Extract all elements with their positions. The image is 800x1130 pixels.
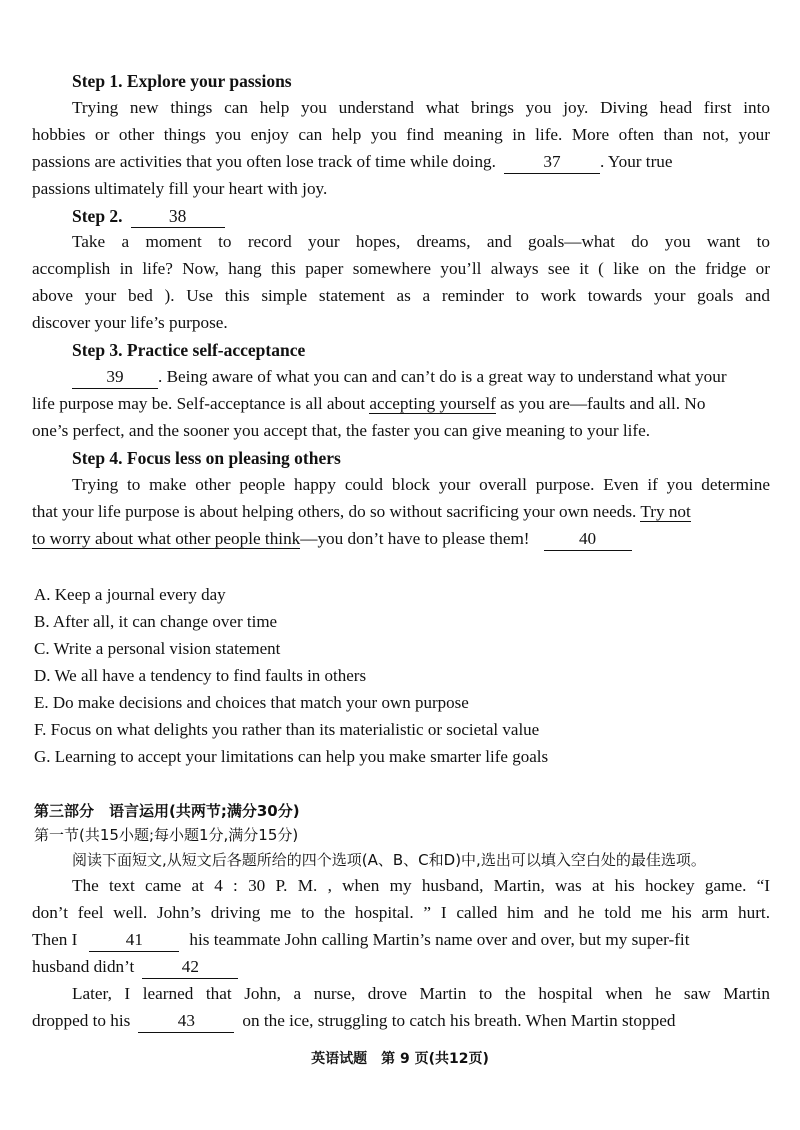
step-1-line-4: passions ultimately fill your heart with joy. bbox=[32, 179, 328, 198]
underlined-phrase-try-not: Try not bbox=[640, 502, 691, 521]
step-2-line-4: discover your life’s purpose. bbox=[32, 313, 228, 332]
passage-line-4 bbox=[32, 954, 770, 980]
blank-38: 38 bbox=[131, 206, 225, 228]
step-3-line-2-end: as you are—faults and all. No bbox=[500, 394, 706, 413]
blank-43: 43 bbox=[138, 1011, 234, 1033]
blank-42: 42 bbox=[142, 957, 238, 979]
blank-37: 37 bbox=[504, 152, 600, 174]
step-1-line-3 bbox=[32, 149, 770, 175]
step-3-line-1-text: . Being aware of what you can and can’t do is a great way to understand what your bbox=[158, 367, 727, 386]
step-3-line-2-text: life purpose may be. Self-acceptance is all about bbox=[32, 394, 366, 413]
passage-line-3-end: his teammate John calling Martin’s name over and over, but my super-fit bbox=[189, 930, 690, 949]
step-2-title: Step 2. bbox=[72, 206, 123, 226]
step-1-heading: Step 1. Explore your passions bbox=[72, 71, 292, 91]
passage-line-3-start: Then I bbox=[32, 930, 78, 949]
step-3-line-1 bbox=[72, 364, 770, 390]
step-4-line-2-text: that your life purpose is about helping others, do so without sacrificing your own needs. bbox=[32, 502, 637, 521]
option-c: C. Write a personal vision statement bbox=[34, 639, 281, 658]
option-a: A. Keep a journal every day bbox=[34, 585, 226, 604]
passage-line-5: Later, I learned that John, a nurse, drove Martin to the hospital when he saw Martin bbox=[72, 984, 770, 1003]
section-1-heading: 第一节(共15小题;每小题1分,满分15分) bbox=[34, 826, 299, 844]
step-2-line-1: Take a moment to record your hopes, dreams, and goals—what do you want to bbox=[72, 232, 770, 251]
underlined-phrase-worry: to worry about what other people think bbox=[32, 529, 301, 548]
section-1-instruction: 阅读下面短文,从短文后各题所给的四个选项(A、B、C和D)中,选出可以填入空白处的最佳选项。 bbox=[72, 851, 706, 869]
step-2-line-2: accomplish in life? Now, hang this paper somewhere you’ll always see it ( like on the fridge or bbox=[32, 259, 770, 278]
option-g: G. Learning to accept your limitations can help you make smarter life goals bbox=[34, 747, 549, 766]
option-f: F. Focus on what delights you rather than its materialistic or societal value bbox=[34, 720, 540, 739]
passage-line-6-start: dropped to his bbox=[32, 1011, 131, 1030]
underlined-phrase-accepting-yourself: accepting yourself bbox=[369, 394, 496, 413]
step-2-line-3: above your bed ). Use this simple statement as a reminder to work towards your goals and bbox=[32, 286, 770, 305]
step-4-line-1: Trying to make other people happy could block your overall purpose. Even if you determine bbox=[72, 475, 770, 494]
option-b: B. After all, it can change over time bbox=[34, 612, 278, 631]
step-1-line-1: Trying new things can help you understand what brings you joy. Diving head first into bbox=[72, 98, 770, 117]
option-e: E. Do make decisions and choices that match your own purpose bbox=[34, 693, 469, 712]
passage-line-1: The text came at 4 : 30 P. M. , when my husband, Martin, was at his hockey game. “I bbox=[72, 876, 770, 895]
passage-line-4-text: husband didn’t bbox=[32, 957, 135, 976]
step-1-line-3-end: . Your true bbox=[599, 152, 673, 171]
step-4-line-3 bbox=[32, 526, 770, 552]
step-3-line-3: one’s perfect, and the sooner you accept that, the faster you can give meaning to your life. bbox=[32, 421, 651, 440]
step-4-heading: Step 4. Focus less on pleasing others bbox=[72, 448, 341, 468]
step-2-heading bbox=[72, 203, 770, 229]
blank-41: 41 bbox=[89, 930, 179, 952]
step-4-line-2 bbox=[32, 499, 770, 525]
blank-39: 39 bbox=[72, 367, 158, 389]
passage-line-3 bbox=[32, 927, 770, 953]
passage-line-6 bbox=[32, 1008, 770, 1034]
passage-line-6-end: on the ice, struggling to catch his breath. When Martin stopped bbox=[242, 1011, 676, 1030]
blank-40: 40 bbox=[544, 529, 632, 551]
step-4-line-3-text: —you don’t have to please them! bbox=[300, 529, 530, 548]
page-footer: 英语试题 第 9 页(共12页) bbox=[311, 1051, 489, 1067]
step-1-line-2: hobbies or other things you enjoy can help you find meaning in life. More often than not, your bbox=[32, 125, 770, 144]
passage-line-2: don’t feel well. John’s driving me to the hospital. ” I called him and he told me his arm hurt. bbox=[32, 903, 770, 922]
step-1-line-3-text: passions are activities that you often lose track of time while doing. bbox=[32, 152, 496, 171]
step-3-heading: Step 3. Practice self-acceptance bbox=[72, 340, 306, 360]
step-3-line-2 bbox=[32, 391, 770, 417]
option-d: D. We all have a tendency to find faults in others bbox=[34, 666, 367, 685]
part-3-heading: 第三部分 语言运用(共两节;满分30分) bbox=[34, 802, 300, 820]
